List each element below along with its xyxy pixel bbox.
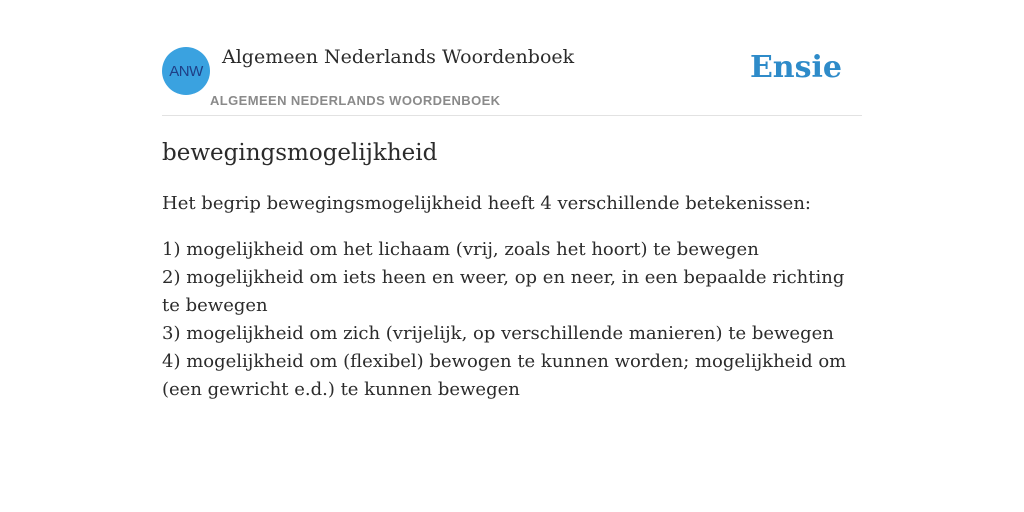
header [162,0,862,116]
brand-logo-link[interactable]: Ensie [749,50,842,85]
intro-text: Het begrip bewegingsmogelijkheid heeft 4 verschillende betekenissen: [162,193,811,214]
definition-item: 1) mogelijkheid om het lichaam (vrij, zoals het hoort) te bewegen [162,239,759,260]
source-logo-text: ANW [169,62,203,80]
source-logo[interactable] [162,47,210,95]
content-container [162,0,862,404]
source-subtitle: ALGEMEEN NEDERLANDS WOORDENBOEK [210,93,501,108]
definition-item: 4) mogelijkheid om (flexibel) bewogen te kunnen worden; mogelijkheid om (een gewricht e.d.) te kunnen bewegen [162,351,847,400]
definition-list [162,236,862,404]
headword: bewegingsmogelijkheid [162,140,438,166]
source-title[interactable]: Algemeen Nederlands Woordenboek [222,46,575,68]
definition-item: 3) mogelijkheid om zich (vrijelijk, op verschillende manieren) te bewegen [162,323,834,344]
definition-item: 2) mogelijkheid om iets heen en weer, op en neer, in een bepaalde richting te bewegen [162,267,845,316]
